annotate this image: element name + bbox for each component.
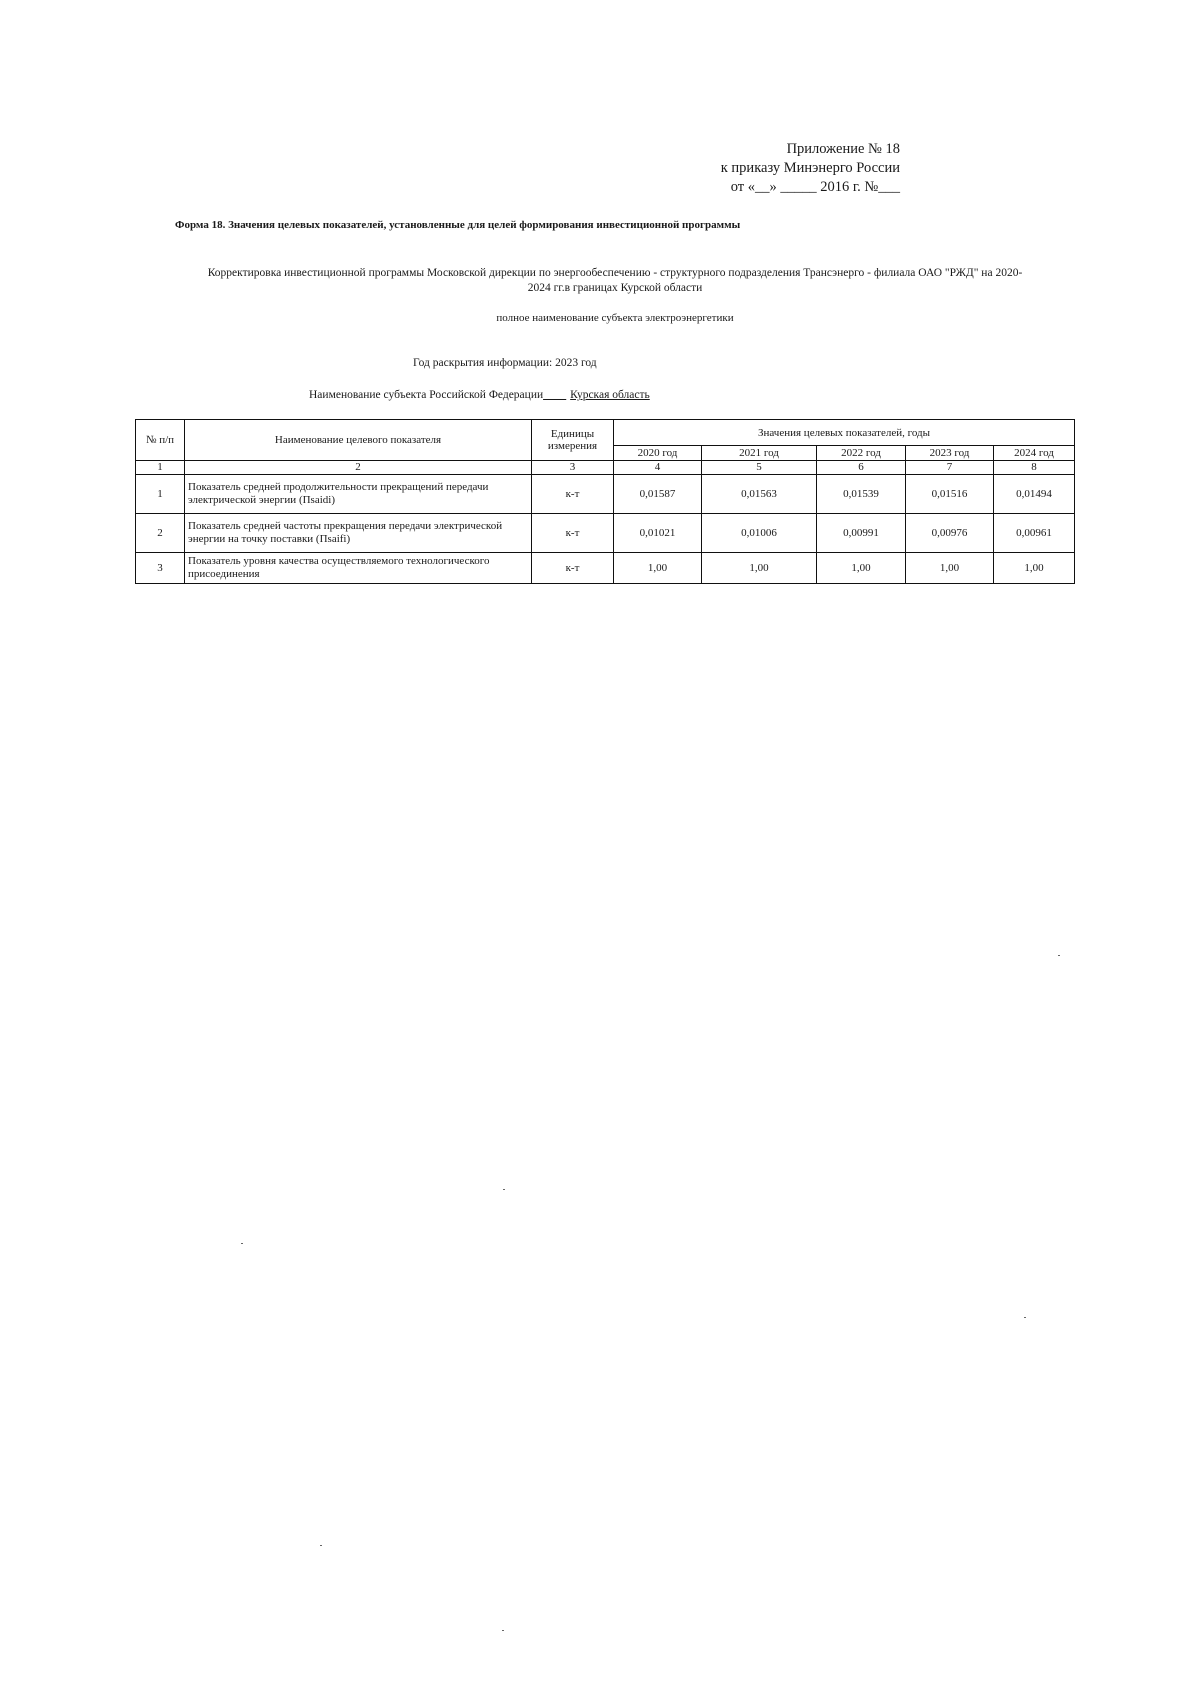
header-year: 2020 год — [614, 446, 702, 461]
indicator-value: 0,01494 — [994, 475, 1075, 514]
indicator-value: 1,00 — [702, 553, 817, 584]
region-line — [309, 389, 670, 401]
indicator-value: 1,00 — [994, 553, 1075, 584]
header-year: 2021 год — [702, 446, 817, 461]
header-year: 2022 год — [817, 446, 906, 461]
column-index: 7 — [906, 461, 994, 475]
indicator-value: 0,01516 — [906, 475, 994, 514]
indicator-unit: к-т — [532, 514, 614, 553]
appendix-date: от «__» _____ 2016 г. №___ — [730, 179, 900, 195]
scan-speck — [320, 1545, 322, 1546]
table-row — [136, 553, 1075, 584]
indicator-value: 1,00 — [817, 553, 906, 584]
scan-speck — [241, 1243, 243, 1244]
header-unit: Единицы измерения — [532, 420, 614, 461]
indicator-name: Показатель средней частоты прекращения передачи электрической энергии на точку поставки (Пsaifi) — [185, 514, 532, 553]
row-number: 3 — [136, 553, 185, 584]
form-title: Форма 18. Значения целевых показателей, установленные для целей формирования инвестиционной программы — [175, 219, 741, 231]
region-value: Курская область — [570, 389, 650, 401]
row-number: 1 — [136, 475, 185, 514]
row-number: 2 — [136, 514, 185, 553]
scan-speck — [502, 1630, 504, 1631]
indicator-value: 0,01563 — [702, 475, 817, 514]
region-blank: ____ — [543, 389, 567, 401]
column-index: 2 — [185, 461, 532, 475]
indicator-value: 0,01006 — [702, 514, 817, 553]
indicator-value: 0,01539 — [817, 475, 906, 514]
appendix-number: Приложение № 18 — [786, 141, 900, 157]
column-index: 3 — [532, 461, 614, 475]
indicator-value: 0,00976 — [906, 514, 994, 553]
indicator-value: 0,00991 — [817, 514, 906, 553]
column-index: 1 — [136, 461, 185, 475]
column-index: 8 — [994, 461, 1075, 475]
appendix-order: к приказу Минэнерго России — [720, 160, 900, 176]
indicator-value: 0,01587 — [614, 475, 702, 514]
header-year: 2023 год — [906, 446, 994, 461]
indicator-unit: к-т — [532, 553, 614, 584]
indicator-value: 0,01021 — [614, 514, 702, 553]
indicator-name: Показатель средней продолжительности прекращений передачи электрической энергии (Пsaidi) — [185, 475, 532, 514]
column-index: 4 — [614, 461, 702, 475]
header-values-group: Значения целевых показателей, годы — [614, 420, 1075, 446]
indicator-unit: к-т — [532, 475, 614, 514]
program-title-line-1: Корректировка инвестиционной программы Московской дирекции по энергообеспечению - структурного подразделения Трансэнерго - филиала ОАО "РЖД" на 2020- — [207, 267, 1023, 279]
appendix-block — [640, 140, 900, 197]
indicator-value: 0,00961 — [994, 514, 1075, 553]
header-year: 2024 год — [994, 446, 1075, 461]
disclosure-year: Год раскрытия информации: 2023 год — [413, 357, 597, 369]
indicator-value: 1,00 — [906, 553, 994, 584]
column-index: 6 — [817, 461, 906, 475]
subject-caption: полное наименование субъекта электроэнергетики — [496, 312, 734, 324]
column-index: 5 — [702, 461, 817, 475]
program-title — [125, 266, 1105, 296]
indicator-value: 1,00 — [614, 553, 702, 584]
scan-speck — [503, 1189, 505, 1190]
column-index-row — [136, 461, 1075, 475]
table-row — [136, 514, 1075, 553]
table-row — [136, 475, 1075, 514]
region-label: Наименование субъекта Российской Федерации — [309, 389, 544, 401]
indicators-table — [135, 419, 1075, 584]
scan-speck — [1058, 955, 1060, 956]
scan-speck — [1024, 1317, 1026, 1318]
header-num: № п/п — [136, 420, 185, 461]
header-name: Наименование целевого показателя — [185, 420, 532, 461]
indicator-name: Показатель уровня качества осуществляемого технологического присоединения — [185, 553, 532, 584]
program-title-line-2: 2024 гг.в границах Курской области — [527, 282, 703, 294]
